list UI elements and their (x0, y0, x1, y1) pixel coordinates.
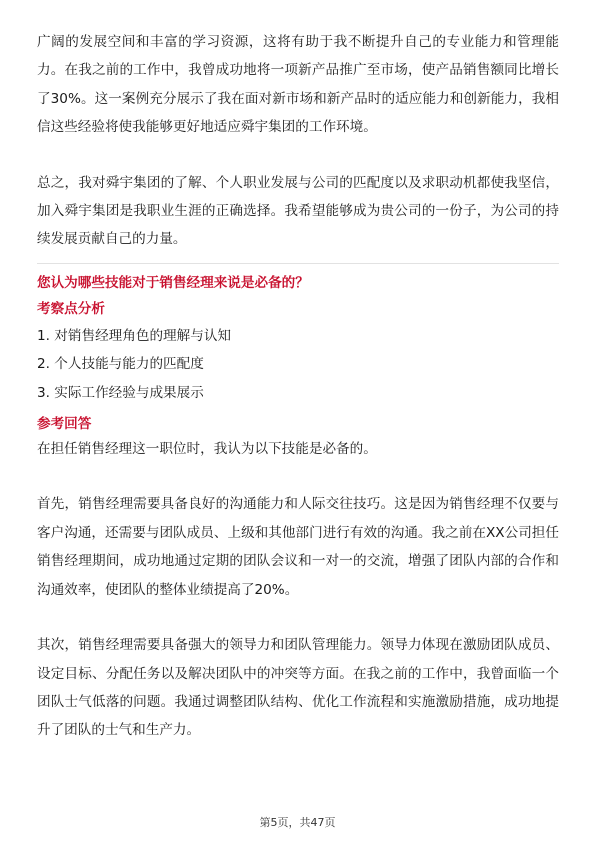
answer-intro: 在担任销售经理这一职位时，我认为以下技能是必备的。 (37, 441, 377, 458)
answer-heading: 参考回答 (37, 416, 92, 433)
analysis-point-3: 3. 实际工作经验与成果展示 (37, 384, 204, 401)
body-paragraph-2: 总之，我对舜宇集团的了解、个人职业发展与公司的匹配度以及求职动机都使我坚信，加入舜宇集团是我职业生涯的正确选择。我希望能够成为贵公司的一份子，为公司的持续发展贡献自己的力量。 (37, 174, 559, 248)
page-content (37, 28, 559, 745)
question-heading: 您认为哪些技能对于销售经理来说是必备的？ (37, 274, 309, 291)
analysis-point-2: 2. 个人技能与能力的匹配度 (37, 356, 204, 373)
analysis-heading: 考察点分析 (37, 300, 105, 317)
answer-paragraph-1: 首先，销售经理需要具备良好的沟通能力和人际交往技巧。这是因为销售经理不仅要与客户沟通，还需要与团队成员、上级和其他部门进行有效的沟通。我之前在XX公司担任销售经理期间，成功地通过定期的团队会议和一对一的交流，增强了团队内部的合作和沟通效率，使团队的整体业绩提高了20%。 (37, 496, 559, 598)
section-divider (37, 263, 559, 264)
page-number: 第5页，共47页 (259, 816, 336, 829)
analysis-points (37, 322, 559, 407)
analysis-point-1: 1. 对销售经理角色的理解与认知 (37, 327, 232, 344)
body-paragraph-1: 广阔的发展空间和丰富的学习资源，这将有助于我不断提升自己的专业能力和管理能力。在我之前的工作中，我曾成功地将一项新产品推广至市场，使产品销售额同比增长了30%。这一案例充分展示了我在面对新市场和新产品时的适应能力和创新能力，我相信这些经验将使我能够更好地适应舜宇集团的工作环境。 (37, 34, 559, 136)
answer-paragraph-2: 其次，销售经理需要具备强大的领导力和团队管理能力。领导力体现在激励团队成员、设定目标、分配任务以及解决团队中的冲突等方面。在我之前的工作中，我曾面临一个团队士气低落的问题。我通过调整团队结构、优化工作流程和实施激励措施，成功地提升了团队的士气和生产力。 (37, 637, 559, 739)
